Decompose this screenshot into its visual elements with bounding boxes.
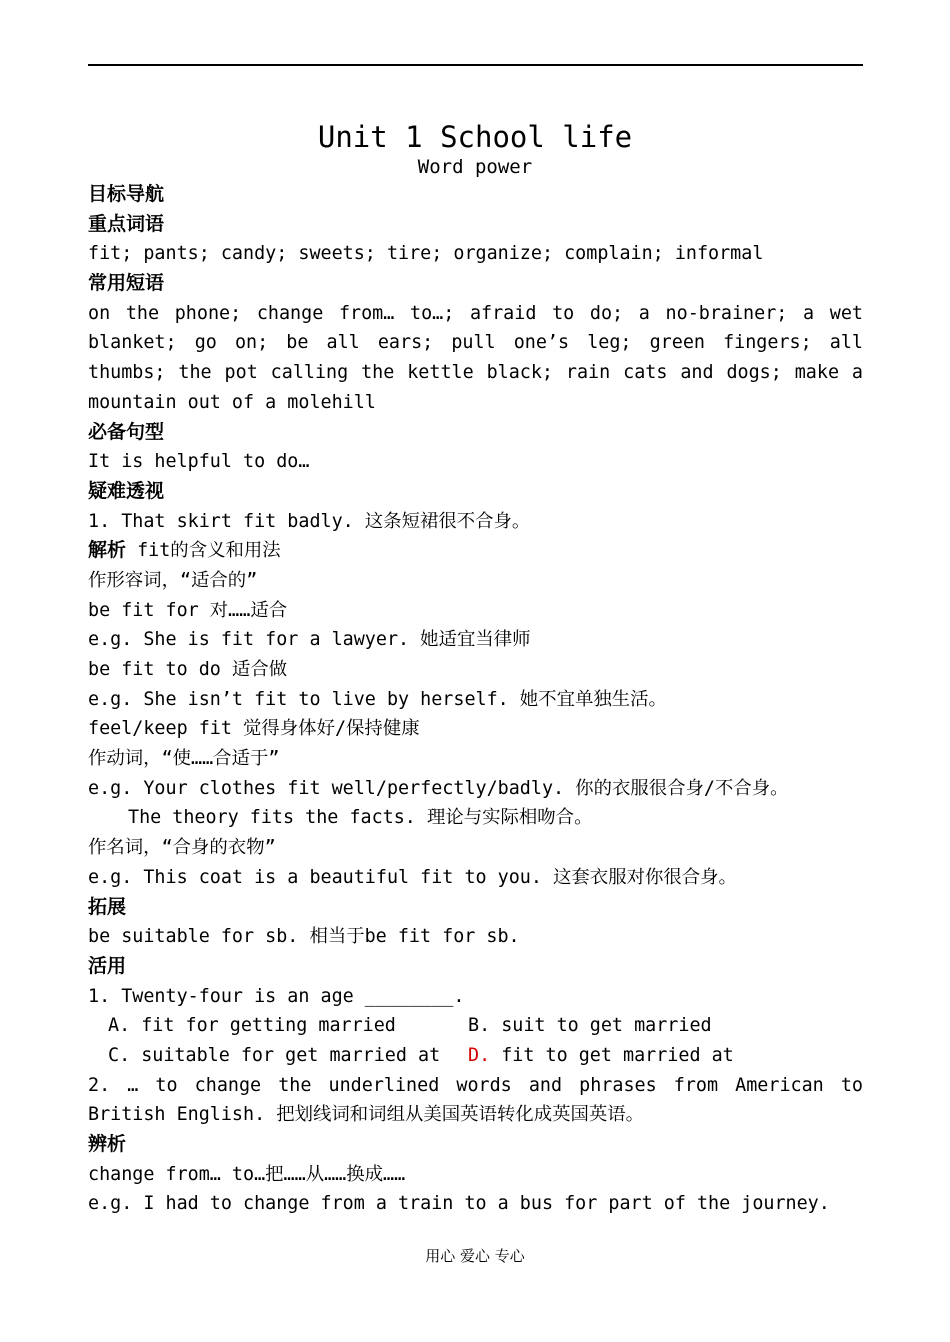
adj-example-2: e.g. She isn’t fit to live by herself. 她不宜单独生活。 (88, 688, 667, 710)
option-c: C. suitable for get married at (108, 1044, 441, 1066)
discern-phrase: change from… to…把……从……换成…… (88, 1163, 406, 1185)
page-title: Unit 1 School life (317, 120, 633, 154)
document-body (88, 180, 863, 1219)
page-subtitle: Word power (417, 156, 533, 178)
phrases-line: blanket; go on; be all ears; pull one’s leg; green fingers; all (88, 332, 863, 354)
sentence-pattern: It is helpful to do… (88, 451, 310, 473)
discern-heading: 辨析 (88, 1133, 127, 1155)
key-words-heading: 重点词语 (88, 212, 165, 235)
key-words: fit; pants; candy; sweets; tire; organize; complain; informal (88, 243, 764, 265)
item-1: 1. That skirt fit badly. 这条短裙很不合身。 (88, 510, 531, 532)
option-b: B. suit to get married (468, 1015, 712, 1037)
sentence-heading: 必备句型 (88, 420, 165, 443)
analysis-text: fit的含义和用法 (126, 540, 281, 562)
phrases-heading: 常用短语 (88, 272, 165, 295)
verb-example-2: The theory fits the facts. 理论与实际相吻合。 (128, 807, 593, 829)
adj-phrase-2: be fit to do 适合做 (88, 659, 288, 680)
verb-example-1: e.g. Your clothes fit well/perfectly/badly. 你的衣服很合身/不合身。 (88, 777, 789, 799)
question-1: 1. Twenty-four is an age ________. (88, 985, 465, 1007)
item-2-line: British English. 把划线词和词组从美国英语转化成英国英语。 (88, 1104, 645, 1126)
practice-heading: 活用 (88, 954, 127, 977)
option-d-text: fit to get married at (490, 1044, 734, 1066)
header-rule (88, 64, 863, 66)
adj-phrase-1: be fit for 对……适合 (88, 599, 288, 621)
noun-usage: 作名词，“合身的衣物” (88, 837, 276, 859)
discern-example: e.g. I had to change from a train to a bus for part of the journey. (88, 1193, 830, 1215)
options-row-1 (88, 1011, 863, 1041)
analysis-label: 解析 (88, 539, 127, 562)
difficulty-heading: 疑难透视 (88, 479, 165, 502)
item-2-line: 2. … to change the underlined words and phrases from American to (88, 1074, 863, 1096)
adj-phrase-3: feel/keep fit 觉得身体好/保持健康 (88, 718, 420, 740)
option-a: A. fit for getting married (108, 1015, 396, 1037)
noun-example-1: e.g. This coat is a beautiful fit to you. 这套衣服对你很合身。 (88, 866, 737, 888)
option-d (468, 1041, 734, 1071)
extend-text: be suitable for sb. 相当于be fit for sb. (88, 926, 520, 948)
adj-usage: 作形容词，“适合的” (88, 569, 258, 591)
phrases-line: mountain out of a molehill (88, 391, 376, 413)
phrases-line: thumbs; the pot calling the kettle black; rain cats and dogs; make a (88, 362, 863, 384)
answer-letter: D. (468, 1044, 491, 1066)
options-row-2 (88, 1041, 863, 1071)
phrases-line: on the phone; change from… to…; afraid to do; a no-brainer; a wet (88, 302, 863, 324)
analysis-line (88, 536, 863, 566)
verb-usage: 作动词，“使……合适于” (88, 748, 280, 770)
page-footer: 用心 爱心 专心 (425, 1247, 525, 1265)
adj-example-1: e.g. She is fit for a lawyer. 她适宜当律师 (88, 629, 531, 651)
extend-heading: 拓展 (88, 895, 127, 918)
goal-heading: 目标导航 (88, 183, 165, 205)
